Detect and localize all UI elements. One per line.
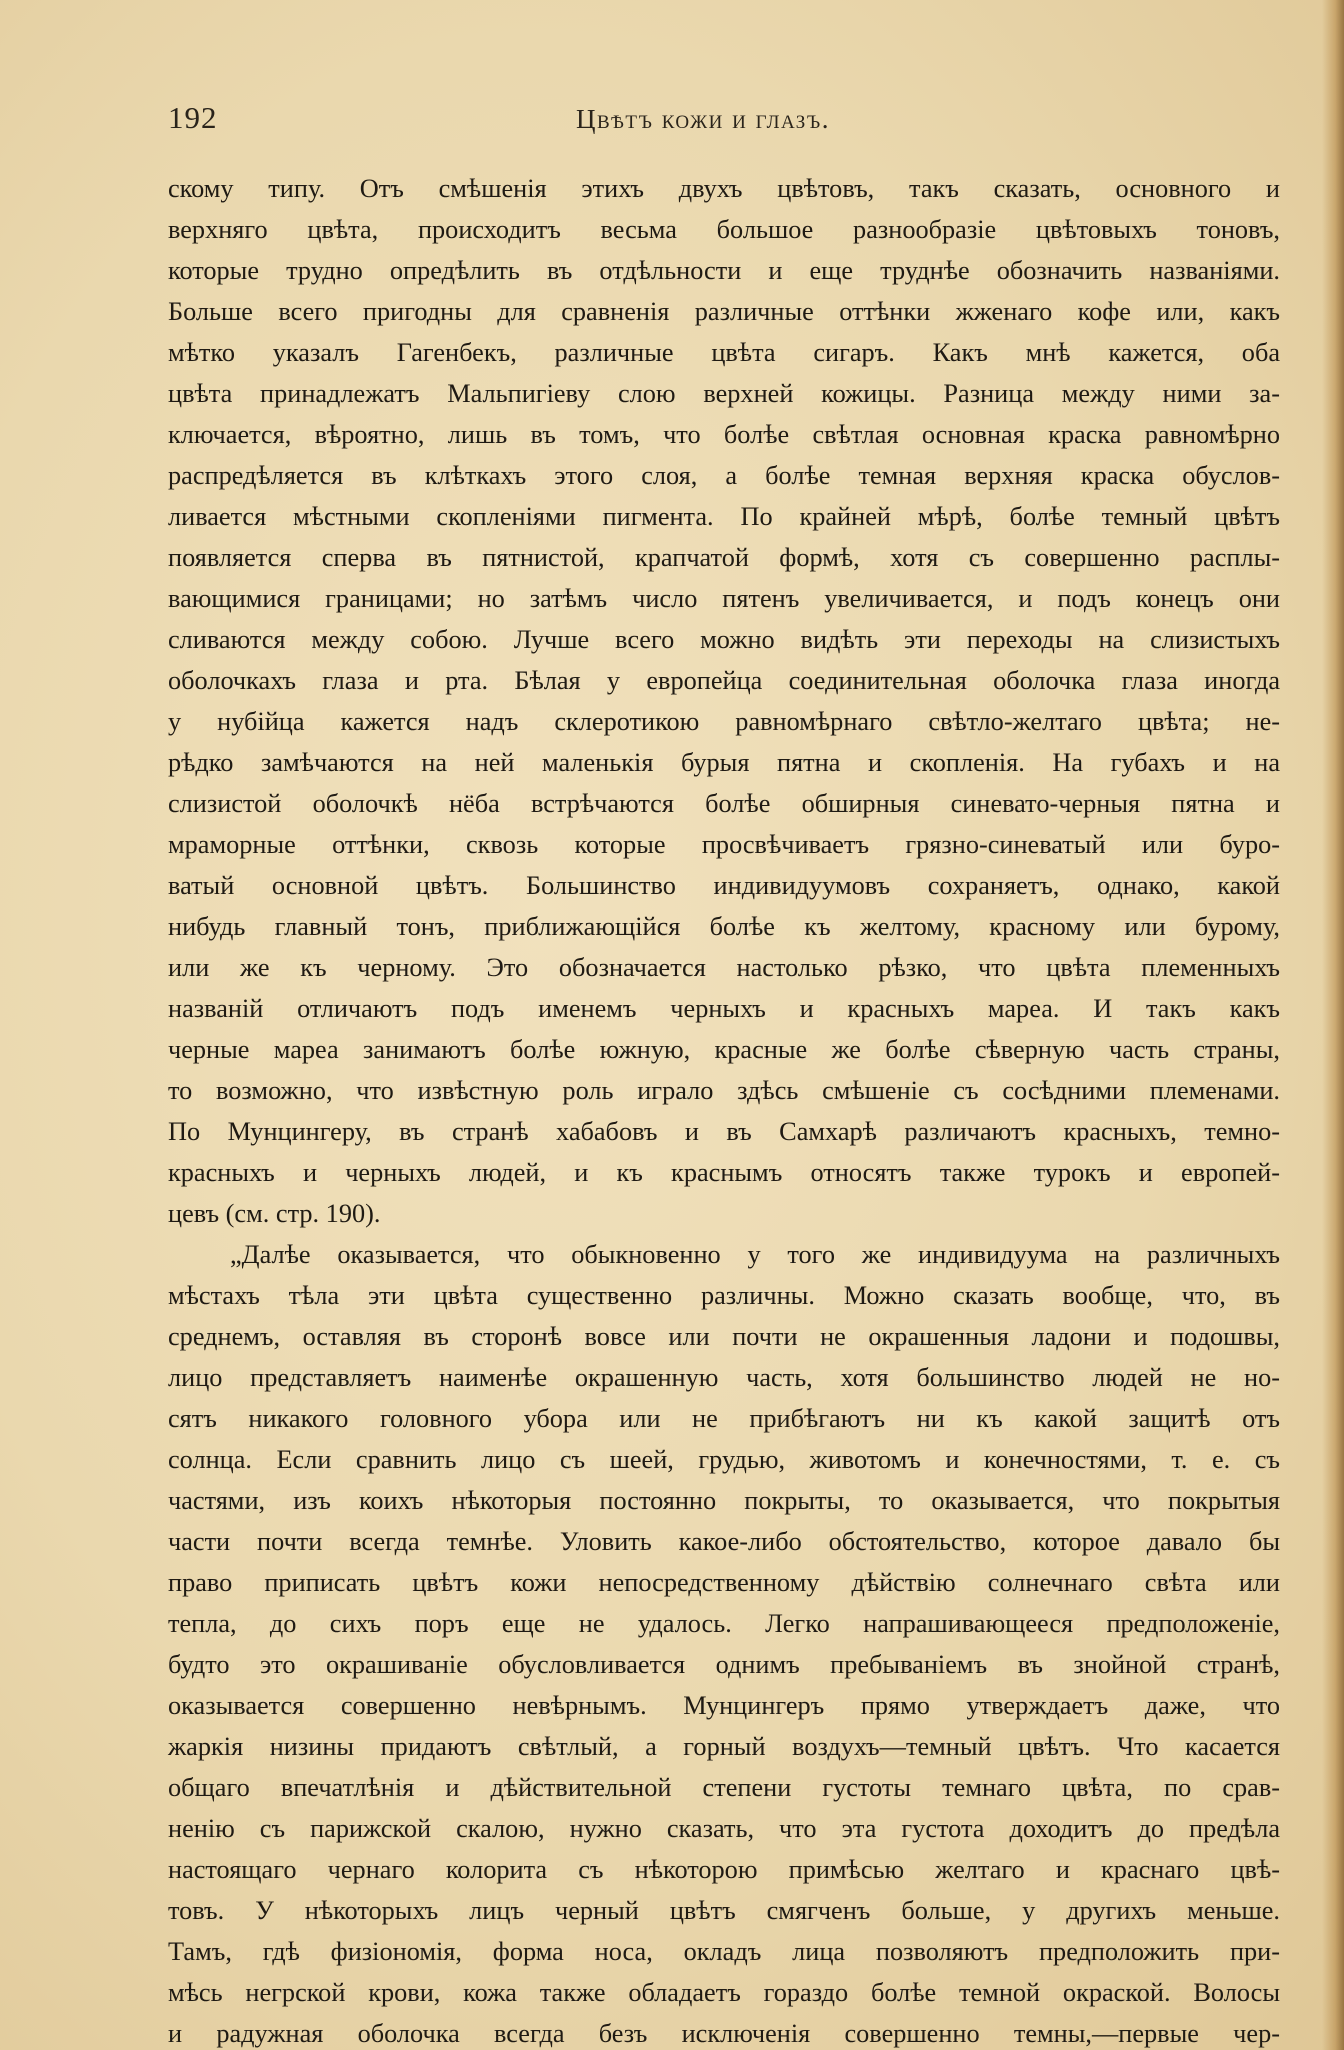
text-line: оказывается совершенно невѣрнымъ. Мунцингеръ прямо утверждаетъ даже, что <box>168 1691 1280 1720</box>
text-line: Тамъ, гдѣ физіономія, форма носа, окладъ лица позволяютъ предположить при- <box>168 1937 1280 1966</box>
text-line: рѣдко замѣчаются на ней маленькія бурыя пятна и скопленія. На губахъ и на <box>168 748 1280 777</box>
text-line: мѣсь негрской крови, кожа также обладаетъ гораздо болѣе темной окраской. Волосы <box>168 1978 1280 2007</box>
text-line: частями, изъ коихъ нѣкоторыя постоянно покрыты, то оказывается, что покрытыя <box>168 1486 1280 1515</box>
text-line: тепла, до сихъ поръ еще не удалось. Легко напрашивающееся предположеніе, <box>168 1609 1280 1638</box>
text-line: общаго впечатлѣнія и дѣйствительной степени густоты темнаго цвѣта, по срав- <box>168 1773 1280 1802</box>
text-line: названій отличаютъ подъ именемъ черныхъ и красныхъ мареа. И такъ какъ <box>168 994 1280 1023</box>
text-line: сливаются между собою. Лучше всего можно видѣть эти переходы на слизистыхъ <box>168 625 1280 654</box>
text-line: слизистой оболочкѣ нёба встрѣчаются болѣе обширныя синевато-черныя пятна и <box>168 789 1280 818</box>
body-text <box>168 168 1280 2050</box>
text-line: появляется сперва въ пятнистой, крапчатой формѣ, хотя съ совершенно расплы- <box>168 543 1280 572</box>
text-line: цвѣта принадлежатъ Мальпигіеву слою верхней кожицы. Разница между ними за- <box>168 379 1280 408</box>
text-line: мраморные оттѣнки, сквозь которые просвѣчиваетъ грязно-синеватый или буро- <box>168 830 1280 859</box>
text-line: ливается мѣстными скопленіями пигмента. По крайней мѣрѣ, болѣе темный цвѣтъ <box>168 502 1280 531</box>
text-line: настоящаго чернаго колорита съ нѣкоторою примѣсью желтаго и краснаго цвѣ- <box>168 1855 1280 1884</box>
text-line: распредѣляется въ клѣткахъ этого слоя, а болѣе темная верхняя краска обуслов- <box>168 461 1280 490</box>
text-line: верхняго цвѣта, происходитъ весьма большое разнообразіе цвѣтовыхъ тоновъ, <box>168 215 1280 244</box>
text-line: товъ. У нѣкоторыхъ лицъ черный цвѣтъ смягченъ больше, у другихъ меньше. <box>168 1896 1280 1925</box>
text-line: и радужная оболочка всегда безъ исключенія совершенно темны,—первые чер- <box>168 2019 1280 2048</box>
text-line: Больше всего пригодны для сравненія различные оттѣнки жженаго кофе или, какъ <box>168 297 1280 326</box>
text-line: сятъ никакого головного убора или не прибѣгаютъ ни къ какой защитѣ отъ <box>168 1404 1280 1433</box>
text-line: оболочкахъ глаза и рта. Бѣлая у европейца соединительная оболочка глаза иногда <box>168 666 1280 695</box>
text-line: солнца. Если сравнить лицо съ шеей, грудью, животомъ и конечностями, т. е. съ <box>168 1445 1280 1474</box>
text-line: черные мареа занимаютъ болѣе южную, красные же болѣе сѣверную часть страны, <box>168 1035 1280 1064</box>
text-line: то возможно, что извѣстную роль играло здѣсь смѣшеніе съ сосѣдними племенами. <box>168 1076 1280 1105</box>
page-header <box>168 100 1278 140</box>
text-line: среднемъ, оставляя въ сторонѣ вовсе или почти не окрашенныя ладони и подошвы, <box>168 1322 1280 1351</box>
text-line: красныхъ и черныхъ людей, и къ краснымъ относятъ также турокъ и европей- <box>168 1158 1280 1187</box>
text-line: мѣстахъ тѣла эти цвѣта существенно различны. Можно сказать вообще, что, въ <box>168 1281 1280 1310</box>
page-edge-shadow <box>1322 0 1344 2050</box>
text-line: По Мунцингеру, въ странѣ хабабовъ и въ Самхарѣ различаютъ красныхъ, темно- <box>168 1117 1280 1146</box>
text-line: лицо представляетъ наименѣе окрашенную часть, хотя большинство людей не но- <box>168 1363 1280 1392</box>
running-title: Цвѣтъ кожи и глазъ. <box>576 104 830 134</box>
text-line: нибудь главный тонъ, приближающійся болѣе къ желтому, красному или бурому, <box>168 912 1280 941</box>
text-line: ненію съ парижской скалою, нужно сказать, что эта густота доходитъ до предѣла <box>168 1814 1280 1843</box>
text-line: которые трудно опредѣлить въ отдѣльности и еще труднѣе обозначить названіями. <box>168 256 1280 285</box>
text-line: или же къ черному. Это обозначается настолько рѣзко, что цвѣта племенныхъ <box>168 953 1280 982</box>
page-number: 192 <box>168 100 218 135</box>
paragraph-end-line: цевъ (см. стр. 190). <box>168 1199 381 1228</box>
text-line: ватый основной цвѣтъ. Большинство индивидуумовъ сохраняетъ, однако, какой <box>168 871 1280 900</box>
text-line: жаркія низины придаютъ свѣтлый, а горный воздухъ—темный цвѣтъ. Что касается <box>168 1732 1280 1761</box>
text-line: ключается, вѣроятно, лишь въ томъ, что болѣе свѣтлая основная краска равномѣрно <box>168 420 1280 449</box>
text-line: будто это окрашиваніе обусловливается однимъ пребываніемъ въ знойной странѣ, <box>168 1650 1280 1679</box>
text-line: вающимися границами; но затѣмъ число пятенъ увеличивается, и подъ конецъ они <box>168 584 1280 613</box>
text-line: у нубійца кажется надъ склеротикою равномѣрнаго свѣтло-желтаго цвѣта; не- <box>168 707 1280 736</box>
text-line: скому типу. Отъ смѣшенія этихъ двухъ цвѣтовъ, такъ сказать, основного и <box>168 174 1280 203</box>
paragraph-start-line: „Далѣе оказывается, что обыкновенно у того же индивидуума на различныхъ <box>230 1240 1280 1269</box>
text-line: мѣтко указалъ Гагенбекъ, различные цвѣта сигаръ. Какъ мнѣ кажется, оба <box>168 338 1280 367</box>
text-line: право приписать цвѣтъ кожи непосредственному дѣйствію солнечнаго свѣта или <box>168 1568 1280 1597</box>
text-line: части почти всегда темнѣе. Уловить какое-либо обстоятельство, которое давало бы <box>168 1527 1280 1556</box>
